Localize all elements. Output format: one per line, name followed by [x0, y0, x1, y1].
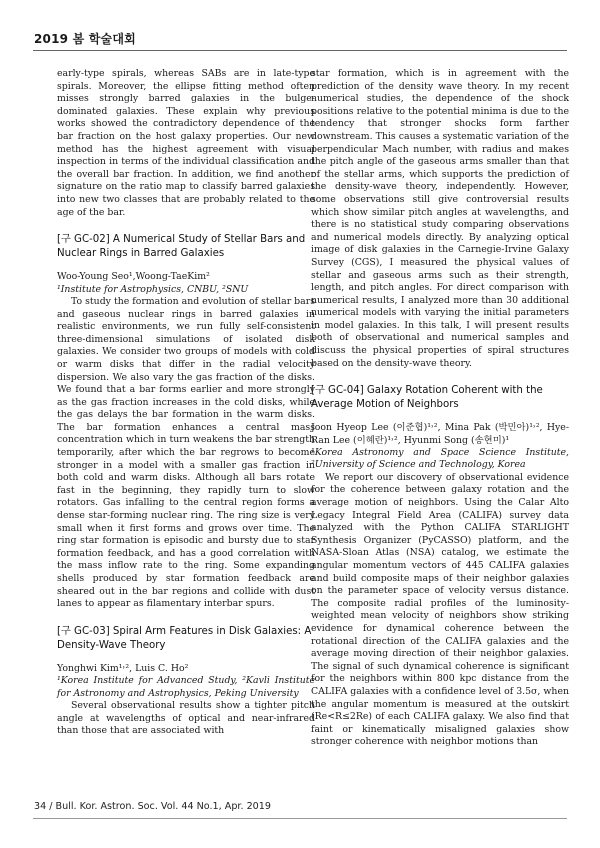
gc03-title: [구 GC-03] Spiral Arm Features in Disk Galaxies: A Density-Wave Theory: [57, 625, 312, 651]
gc04-affiliations: ¹Korea Astronomy and Space Science Institute, ²University of Science and Technology, Korea: [311, 447, 569, 471]
continued-abstract-right: star formation, which is in agreement with the prediction of the density wave theory. In my recent numerical studies, the dependence of the shock positions relative to the potential minima is due to the tendency that stronger shocks form farther downstream. This causes a systematic variation of the perpendicular Mach number, with radius and makes the pitch angle of the gaseous arms smaller than that of the stellar arms, which supports the prediction of the density-wave theory, independently. However, some observations still give controversial results which show similar pitch angles at wavelengths, and there is no statistical study comparing observations and numerical models directly. By analyzing optical image of disk galaxies in the Carnegie-Irvine Galaxy Survey (CGS), I measured the physical values of stellar and gaseous arms such as their strength, length, and pitch angles. For direct comparison with numerical results, I analyzed more than 30 additional numerical models with varying the initial parameters in model galaxies. In this talk, I will present results both of observational and numerical samples and discuss the physical properties of spiral structures based on the density-wave theory.: [311, 68, 569, 369]
continued-abstract-left: early-type spirals, whereas SABs are in late-type spirals. Moreover, the ellipse fitting method often misses strongly barred galaxies in the bulge-dominated galaxies. These explain why previous works showed the contradictory dependence of the bar fraction on the host galaxy properties. Our new method has the highest agreement with visual inspection in terms of the individual classification and the overall bar fraction. In addition, we find another signature on the ratio map to classify barred galaxies into new two classes that are probably related to the age of the bar.: [57, 68, 315, 218]
running-header: 2019 봄 학술대회: [34, 32, 136, 46]
footer-rule: [33, 818, 567, 819]
gc03-affiliations: ¹Korea Institute for Advanced Study, ²Kavli Institute for Astronomy and Astrophysics, Peking University: [57, 675, 315, 699]
gc04-abstract: We report our discovery of observational evidence for the coherence between galaxy rotation and the average motion of neighbors. Using the Calar Alto Legacy Integral Field Area (CALIFA) survey data analyzed with the Python CALIFA STARLIGHT Synthesis Organizer (PyCASSO) platform, and the NASA-Sloan Atlas (NSA) catalog, we estimate the angular momentum vectors of 445 CALIFA galaxies and build composite maps of their neighbor galaxies on the parameter space of velocity versus distance. The composite radial profiles of the luminosity-weighted mean velocity of neighbors show striking evidence for dynamical coherence between the rotational direction of the CALIFA galaxies and the average moving direction of their neighbor galaxies. The signal of such dynamical coherence is significant for the neighbors within 800 kpc distance from the CALIFA galaxies with a confidence level of 3.5σ, when the angular momentum is measured at the outskirt (Re<R≤2Re) of each CALIFA galaxy. We also find that faint or kinematically misaligned galaxies show stronger coherence with neighbor motions than: [311, 471, 569, 748]
left-column: [57, 68, 315, 738]
gc04-authors: Joon Hyeop Lee (이준협)¹˒², Mina Pak (박민아)¹˒², Hye-Ran Lee (이혜란)¹˒², Hyunmi Song (송현미)¹: [311, 422, 569, 446]
gc03-abstract: Several observational results show a tighter pitch angle at wavelengths of optical and near-infrared than those that are associated with: [57, 700, 315, 737]
page-footer: 34 / Bull. Kor. Astron. Soc. Vol. 44 No.1, Apr. 2019: [34, 801, 271, 812]
gc04-title: [구 GC-04] Galaxy Rotation Coherent with the Average Motion of Neighbors: [311, 385, 543, 411]
gc02-authors: Woo-Young Seo¹,Woong-TaeKim²: [57, 271, 210, 283]
gc03-authors: Yonghwi Kim¹˒², Luis C. Ho²: [57, 662, 189, 674]
gc02-title: [구 GC-02] A Numerical Study of Stellar Bars and Nuclear Rings in Barred Galaxies: [57, 234, 306, 260]
right-column: [311, 68, 569, 749]
gc02-affiliations: ¹Institute for Astrophysics, CNBU, ²SNU: [57, 283, 249, 295]
header-rule: [33, 50, 567, 51]
gc02-abstract: To study the formation and evolution of stellar bars and gaseous nuclear rings in barred galaxies in realistic environments, we run fully self-consistent three-dimensional simulations of isolated disk galaxies. We consider two groups of models with cold or warm disks that differ in the radial velocity dispersion. We also vary the gas fraction of the disks. We found that a bar forms earlier and more strongly as the gas fraction increases in the cold disks, while the gas delays the bar formation in the warm disks. The bar formation enhances a central mass concentration which in turn weakens the bar strength temporarily, after which the bar regrows to become stronger in a model with a smaller gas fraction in both cold and warm disks. Although all bars rotate fast in the beginning, they rapidly turn to slow rotators. Gas infalling to the central region forms a dense star-forming nuclear ring. The ring size is very small when it first forms and grows over time. The ring star formation is episodic and bursty due to star formation feedback, and has a good correlation with the mass inflow rate to the ring. Some expanding shells produced by star formation feedback are sheared out in the bar regions and collide with dust lanes to appear as filamentary interbar spurs.: [57, 295, 315, 610]
